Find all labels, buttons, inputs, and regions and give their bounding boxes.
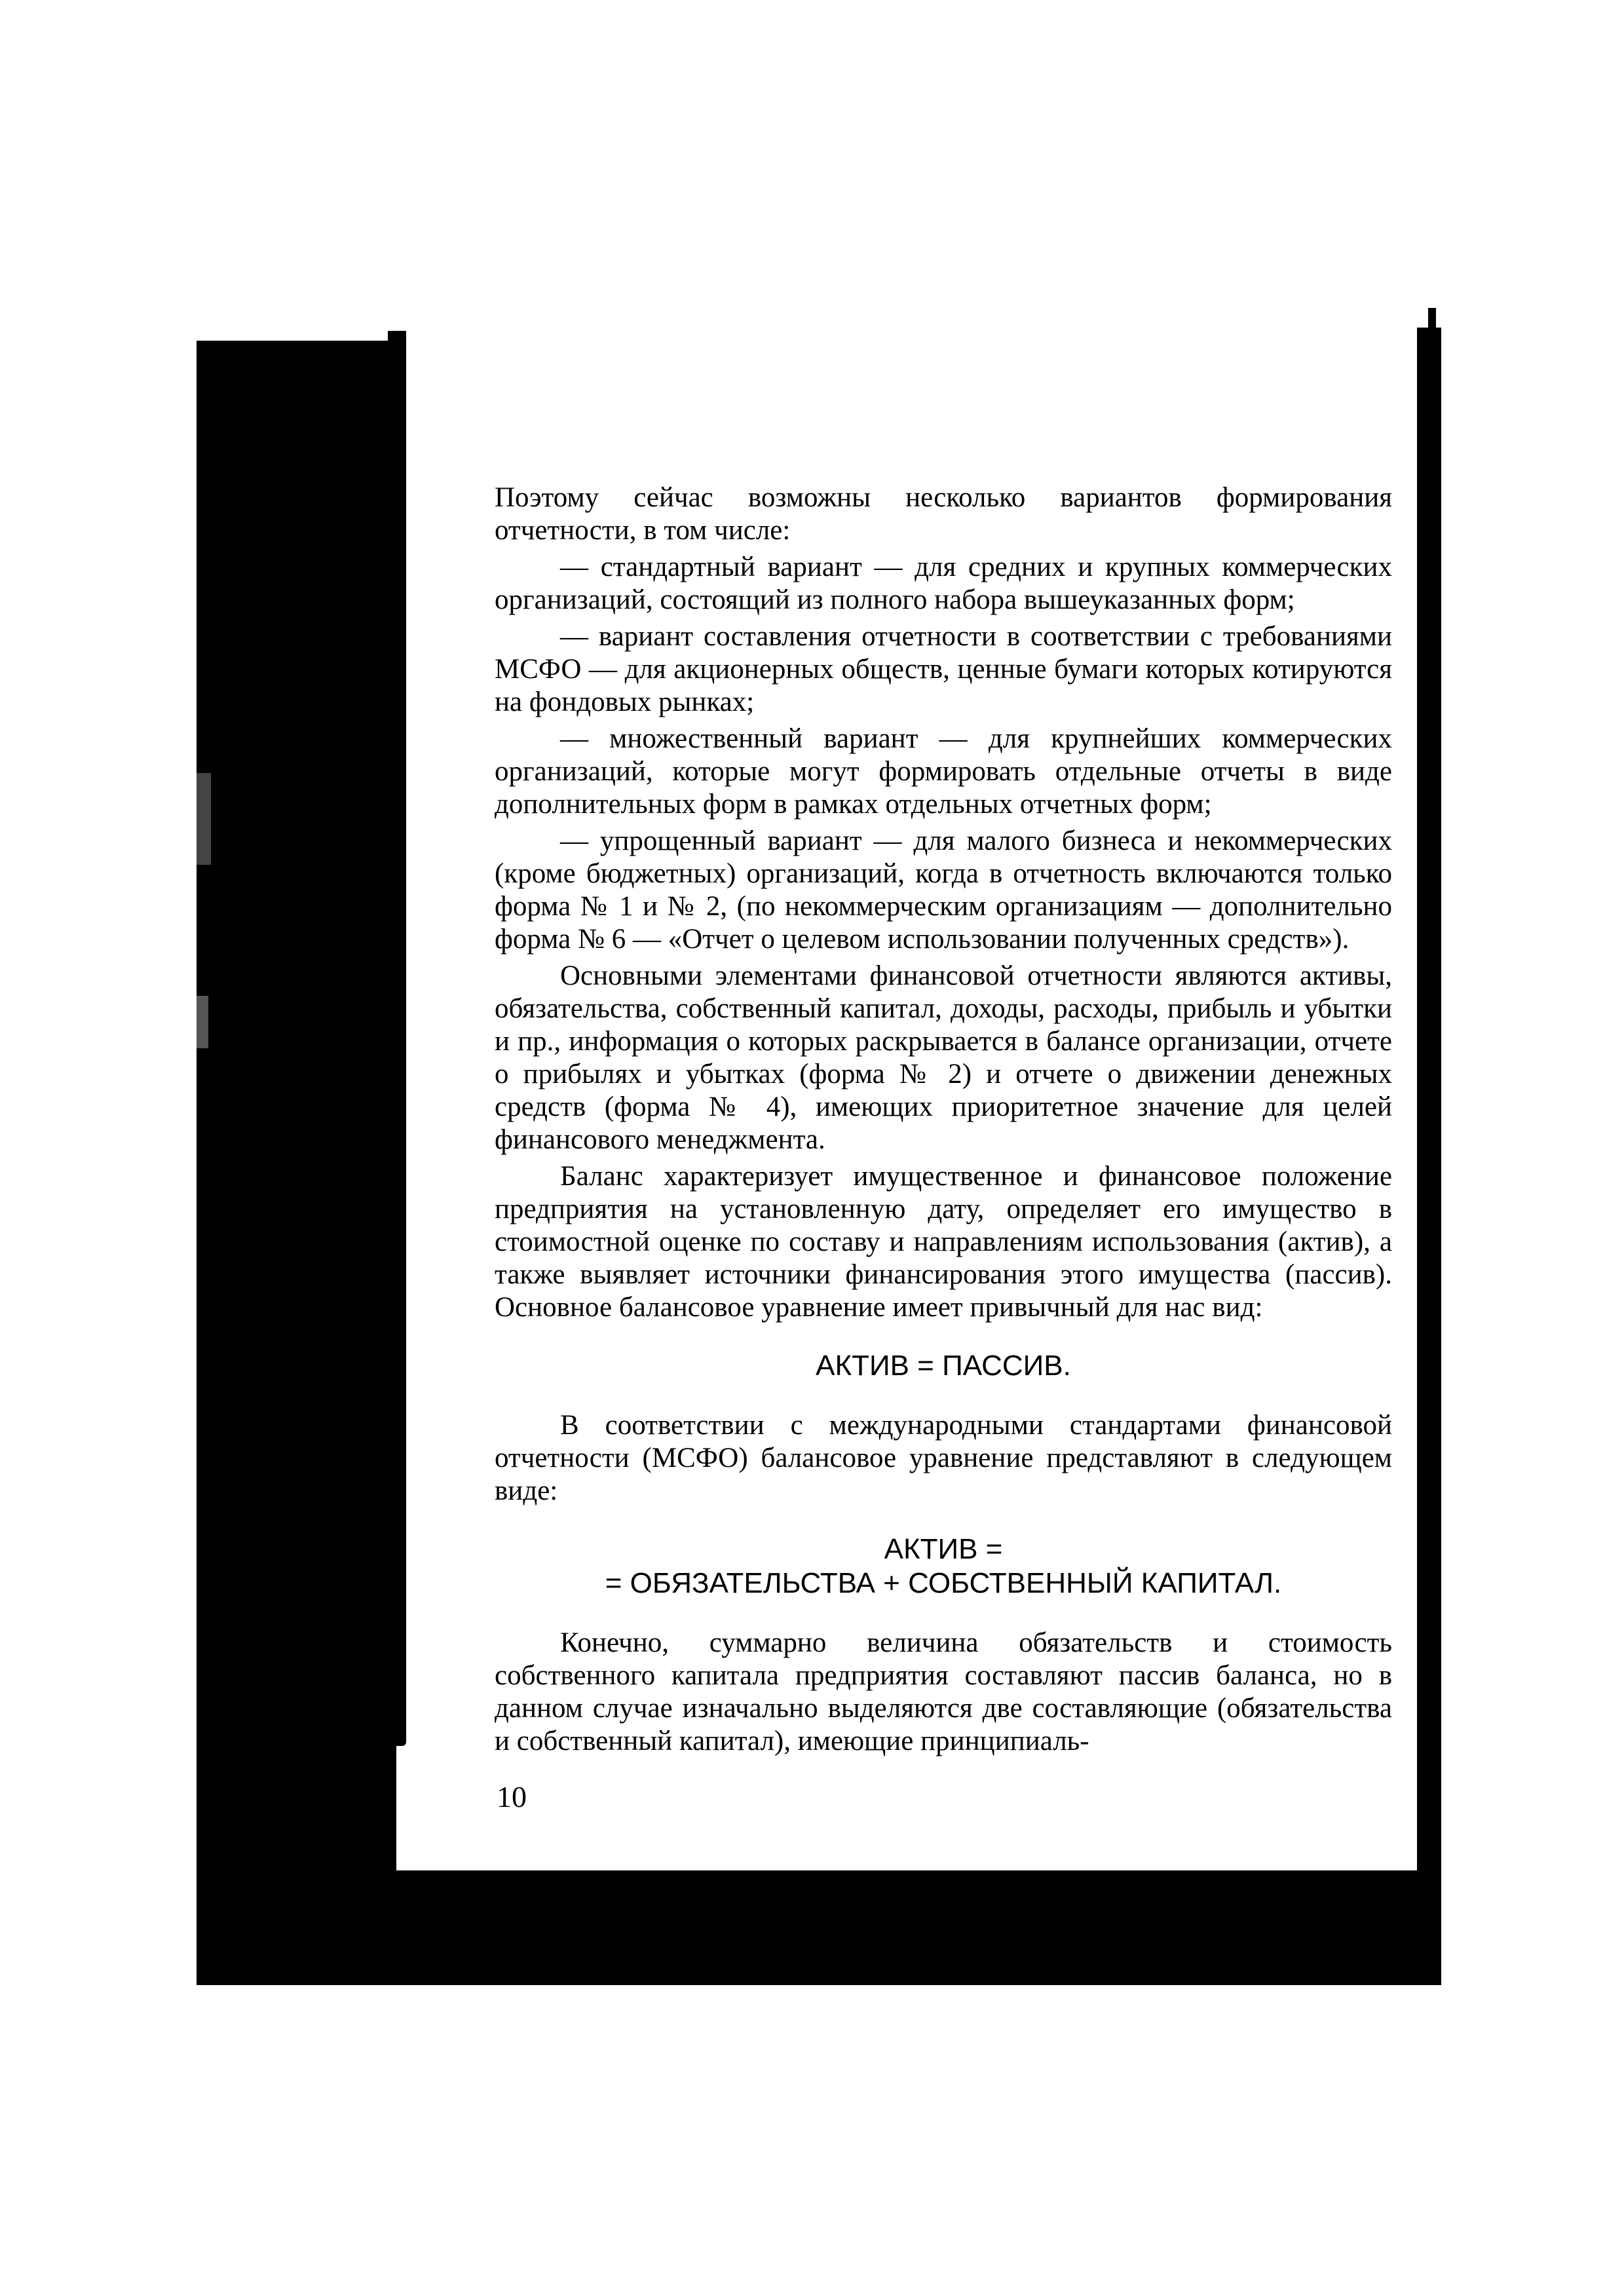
scan-border-right (1417, 328, 1441, 1985)
scan-border-bottom (197, 1893, 1441, 1985)
scan-speck (197, 996, 208, 1048)
paragraph-elements: Основными элементами финансовой отчетности являются активы, обязательства, собственный капитал, доходы, расходы, прибыль и убытки и пр., информация о которых раскрывается в балансе организации, отчете о прибылях и убытках (форма № 2) и отчете о движении денежных средств (форма № 4), имеющих приоритетное значение для целей финансового менеджмента. (495, 960, 1392, 1155)
formula-text: АКТИВ = ПАССИВ. (816, 1350, 1071, 1382)
paragraph-intro: Поэтому сейчас возможны несколько вариантов формирования отчетности, в том числе: (495, 482, 1392, 546)
scan-speck (197, 773, 211, 865)
formula-balance-ifrs (495, 1532, 1392, 1601)
formula-line-1: АКТИВ = (884, 1533, 1003, 1565)
scan-border-left-edge (388, 331, 406, 1746)
scan-border-left (197, 341, 396, 1985)
page-body (495, 482, 1392, 1762)
scan-border-bottom-step (396, 1870, 1441, 1900)
paragraph-ifrs-equation: В соответствии с международными стандартами финансовой отчетности (МСФО) балансовое уравнение представляют в следующем виде: (495, 1410, 1392, 1506)
formula-balance-basic (495, 1349, 1392, 1383)
list-item-simplified: — упрощенный вариант — для малого бизнеса и некоммерческих (кроме бюджетных) организаций, когда в отчетность включаются только форма № 1 и № 2, (по некоммерческим организациям — дополнительно форма № 6 — «Отчет о целевом использовании полученных средств»). (495, 825, 1392, 955)
list-item-standard: — стандартный вариант — для средних и крупных коммерческих организаций, состоящий из полного набора вышеуказанных форм; (495, 552, 1392, 615)
page-number: 10 (497, 1780, 527, 1813)
list-item-multiple: — множественный вариант — для крупнейших коммерческих организаций, которые могут формировать отдельные отчеты в виде дополнительных форм в рамках отдельных отчетных форм; (495, 723, 1392, 820)
formula-line-2: = ОБЯЗАТЕЛЬСТВА + СОБСТВЕННЫЙ КАПИТАЛ. (605, 1567, 1282, 1599)
list-item-ifrs: — вариант составления отчетности в соответствии с требованиями МСФО — для акционерных обществ, ценные бумаги которых котируются на фондовых рынках; (495, 621, 1392, 717)
paragraph-balance: Баланс характеризует имущественное и финансовое положение предприятия на установленную дату, определяет его имущество в стоимостной оценке по составу и направлениям использования (актив), а также выявляет источники финансирования этого имущества (пассив). Основное балансовое уравнение имеет привычный для нас вид: (495, 1161, 1392, 1323)
scan-border-right-tick (1428, 308, 1436, 334)
paragraph-conclusion: Конечно, суммарно величина обязательств и стоимость собственного капитала предприятия составляют пассив баланса, но в данном случае изначально выделяются две составляющие (обязательства и собственный капитал), имеющие принципиаль- (495, 1627, 1392, 1756)
